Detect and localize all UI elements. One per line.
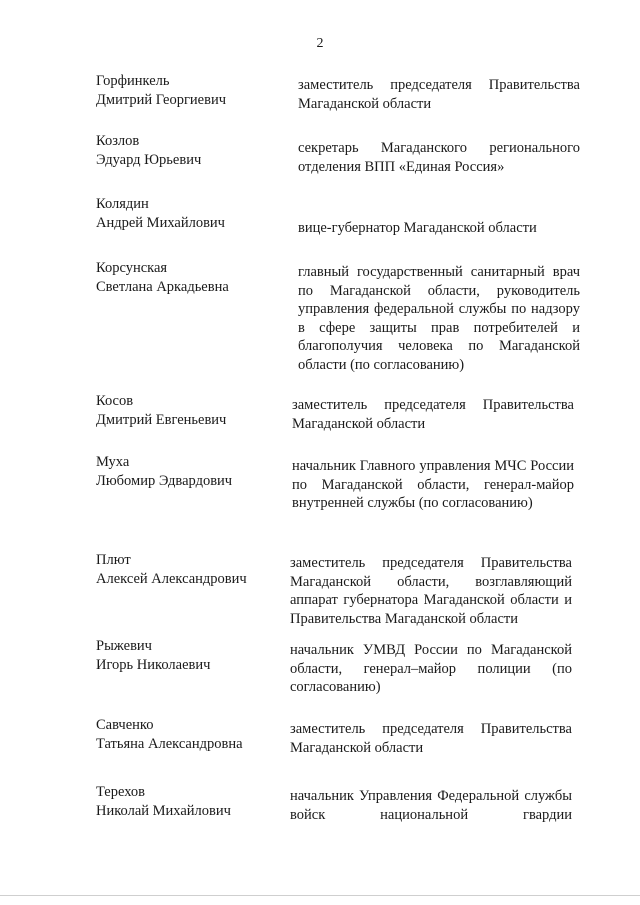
member-position: начальник Управления Федеральной службы войск национальной гвардии [290, 788, 572, 823]
member-position: заместитель председателя Правительства Магаданской области [292, 397, 574, 432]
member-position: секретарь Магаданского регионального отделения ВПП «Единая Россия» [298, 140, 580, 175]
member-name [96, 195, 276, 233]
member-position: главный государственный санитарный врач по Магаданской области, руководитель управления федеральной службы по надзору в сфере защиты прав потребителей и благополучия человека по Магаданской области (по согласованию) [298, 264, 580, 373]
page-number: 2 [316, 36, 324, 51]
member-surname: Муха [96, 454, 130, 470]
member-name [96, 392, 276, 430]
member-position: заместитель председателя Правительства Магаданской области [290, 721, 572, 756]
member-name [96, 716, 276, 754]
member-given-names: Игорь Николаевич [96, 657, 211, 673]
member-given-names: Николай Михайлович [96, 803, 231, 819]
member-position: начальник УМВД России по Магаданской области, генерал–майор полиции (по согласованию) [290, 642, 572, 695]
page-bottom-edge [0, 895, 640, 896]
member-given-names: Татьяна Александровна [96, 736, 243, 752]
member-given-names: Любомир Эдвардович [96, 473, 233, 489]
member-name [96, 72, 276, 110]
member-given-names: Андрей Михайлович [96, 215, 225, 231]
member-position: заместитель председателя Правительства Магаданской области [298, 77, 580, 112]
member-position: вице-губернатор Магаданской области [298, 220, 537, 236]
member-given-names: Дмитрий Георгиевич [96, 92, 226, 108]
member-name [96, 637, 276, 675]
member-surname: Корсунская [96, 260, 168, 276]
member-surname: Козлов [96, 133, 140, 149]
member-given-names: Дмитрий Евгеньевич [96, 412, 227, 428]
member-surname: Горфинкель [96, 73, 170, 89]
member-name [96, 783, 276, 821]
member-name [96, 132, 276, 170]
member-surname: Косов [96, 393, 134, 409]
member-given-names: Эдуард Юрьевич [96, 152, 202, 168]
member-name [96, 551, 276, 589]
member-surname: Савченко [96, 717, 154, 733]
member-name [96, 259, 276, 297]
member-position: заместитель председателя Правительства Магаданской области, возглавляющий аппарат губернатора Магаданской области и Правительства Магаданской области [290, 555, 572, 627]
member-name [96, 453, 276, 491]
member-given-names: Алексей Александрович [96, 571, 247, 587]
member-position: начальник Главного управления МЧС России по Магаданской области, генерал-майор внутренней службы (по согласованию) [292, 458, 574, 511]
member-surname: Терехов [96, 784, 146, 800]
member-surname: Рыжевич [96, 638, 152, 654]
member-given-names: Светлана Аркадьевна [96, 279, 229, 295]
member-surname: Колядин [96, 196, 149, 212]
member-surname: Плют [96, 552, 131, 568]
